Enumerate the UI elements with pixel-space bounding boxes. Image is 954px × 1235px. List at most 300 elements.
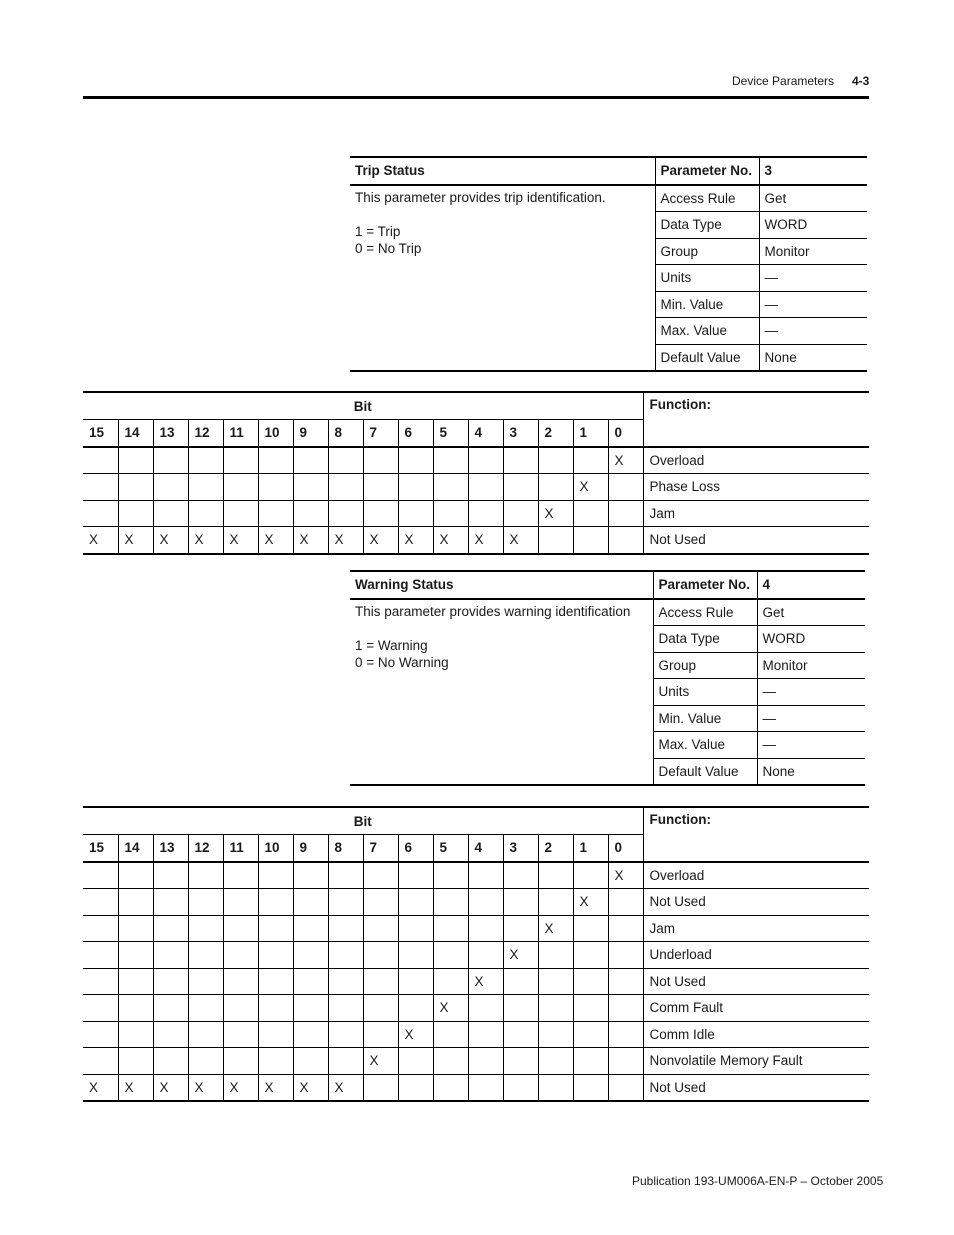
bit-mark-cell: X: [608, 862, 643, 889]
bit-mark-cell: [433, 500, 468, 527]
trip-status-bit-table: [83, 391, 869, 555]
bit-mark-cell: X: [538, 915, 573, 942]
bit-mark-cell: [503, 968, 538, 995]
description-text: This parameter provides warning identification: [355, 603, 631, 619]
bit-mark-cell: [503, 1074, 538, 1101]
bit-number-4: 4: [468, 835, 503, 862]
bit-mark-cell: [573, 942, 608, 969]
function-name: Not Used: [643, 889, 869, 916]
bit-mark-cell: X: [538, 500, 573, 527]
property-name: Data Type: [653, 626, 757, 653]
bit-mark-cell: [328, 968, 363, 995]
property-row: [350, 599, 865, 626]
bit-number-11: 11: [223, 835, 258, 862]
bit-mark-cell: X: [223, 1074, 258, 1101]
parameter-description: [350, 599, 653, 786]
bit-mark-cell: [608, 1021, 643, 1048]
bit-mark-cell: [468, 1074, 503, 1101]
bit-mark-cell: [433, 889, 468, 916]
bit-mark-cell: [188, 862, 223, 889]
bit-mark-cell: X: [118, 527, 153, 554]
bit-row: [83, 889, 869, 916]
bit-mark-cell: [223, 942, 258, 969]
bit-number-4: 4: [468, 420, 503, 447]
property-value: Monitor: [757, 652, 865, 679]
bit-mark-cell: X: [328, 1074, 363, 1101]
bit-mark-cell: [433, 1021, 468, 1048]
property-value: Get: [759, 185, 867, 212]
property-value: None: [759, 344, 867, 371]
bit-mark-cell: [363, 889, 398, 916]
bit-mark-cell: [538, 527, 573, 554]
bit-mark-cell: [538, 889, 573, 916]
bit-mark-cell: [188, 500, 223, 527]
header-rule: [83, 96, 869, 99]
bit-mark-cell: X: [363, 527, 398, 554]
bit-mark-cell: [503, 889, 538, 916]
bit-mark-cell: [223, 995, 258, 1022]
property-value: Monitor: [759, 238, 867, 265]
bit-mark-cell: [223, 1021, 258, 1048]
bit-mark-cell: [223, 968, 258, 995]
parameter-title: Warning Status: [350, 571, 653, 599]
bit-mark-cell: [83, 1021, 118, 1048]
bit-mark-cell: X: [433, 527, 468, 554]
bit-mark-cell: [608, 995, 643, 1022]
bit-mark-cell: [398, 862, 433, 889]
description-spacer: [355, 620, 648, 637]
bit-mark-cell: X: [118, 1074, 153, 1101]
bit-mark-cell: [503, 1048, 538, 1075]
parameter-number-value: 3: [759, 157, 867, 185]
bit-mark-cell: [468, 915, 503, 942]
bit-mark-cell: [363, 1021, 398, 1048]
property-value: —: [757, 679, 865, 706]
function-name: Not Used: [643, 968, 869, 995]
parameter-number-label: Parameter No.: [655, 157, 759, 185]
bit-mark-cell: [468, 1021, 503, 1048]
bit-mark-cell: [83, 942, 118, 969]
bit-mark-cell: [538, 474, 573, 501]
bit-mark-cell: [118, 942, 153, 969]
bit-mark-cell: X: [153, 1074, 188, 1101]
bit-mark-cell: X: [83, 527, 118, 554]
bit-number-14: 14: [118, 835, 153, 862]
bit-mark-cell: [433, 447, 468, 474]
bit-mark-cell: [153, 968, 188, 995]
bit-number-2: 2: [538, 835, 573, 862]
bit-number-1: 1: [573, 835, 608, 862]
bit-mark-cell: [223, 862, 258, 889]
bit-mark-cell: [118, 500, 153, 527]
bit-mark-cell: [328, 500, 363, 527]
bit-mark-cell: [328, 942, 363, 969]
bit-number-10: 10: [258, 420, 293, 447]
bit-mark-cell: [398, 942, 433, 969]
bit-mark-cell: [398, 915, 433, 942]
bit-mark-cell: [153, 500, 188, 527]
bit-mark-cell: [188, 915, 223, 942]
bit-number-8: 8: [328, 420, 363, 447]
bit-mark-cell: [363, 995, 398, 1022]
bit-mark-cell: X: [503, 942, 538, 969]
property-row: [350, 185, 867, 212]
legend-zero: 0 = No Warning: [355, 654, 449, 670]
bit-number-7: 7: [363, 420, 398, 447]
bit-mark-cell: [398, 1048, 433, 1075]
legend-one: 1 = Trip: [355, 223, 401, 239]
bit-number-2: 2: [538, 420, 573, 447]
bit-mark-cell: X: [398, 1021, 433, 1048]
property-name: Min. Value: [653, 705, 757, 732]
bit-mark-cell: [328, 889, 363, 916]
bit-mark-cell: [573, 447, 608, 474]
bit-mark-cell: [328, 995, 363, 1022]
bit-mark-cell: [538, 995, 573, 1022]
bit-heading: Bit: [83, 807, 643, 835]
parameter-title: Trip Status: [350, 157, 655, 185]
bit-mark-cell: [468, 942, 503, 969]
property-name: Access Rule: [655, 185, 759, 212]
bit-mark-cell: [328, 862, 363, 889]
bit-mark-cell: [293, 1048, 328, 1075]
bit-mark-cell: [608, 942, 643, 969]
function-heading: Function:: [643, 807, 869, 862]
bit-mark-cell: X: [328, 527, 363, 554]
bit-mark-cell: [83, 474, 118, 501]
bit-mark-cell: [398, 474, 433, 501]
property-value: —: [757, 705, 865, 732]
bit-number-11: 11: [223, 420, 258, 447]
bit-mark-cell: [608, 1048, 643, 1075]
page-number: 4-3: [852, 74, 870, 88]
bit-header-row: [83, 807, 869, 835]
bit-mark-cell: [293, 474, 328, 501]
bit-number-8: 8: [328, 835, 363, 862]
bit-mark-cell: [433, 915, 468, 942]
bit-mark-cell: X: [258, 527, 293, 554]
bit-mark-cell: [538, 1048, 573, 1075]
function-name: Not Used: [643, 1074, 869, 1101]
bit-mark-cell: [538, 447, 573, 474]
function-name: Jam: [643, 915, 869, 942]
bit-number-13: 13: [153, 835, 188, 862]
bit-number-6: 6: [398, 835, 433, 862]
bit-number-12: 12: [188, 835, 223, 862]
bit-mark-cell: [258, 1048, 293, 1075]
bit-number-1: 1: [573, 420, 608, 447]
bit-mark-cell: [293, 942, 328, 969]
bit-mark-cell: X: [293, 527, 328, 554]
bit-mark-cell: [293, 915, 328, 942]
bit-mark-cell: X: [573, 474, 608, 501]
bit-mark-cell: [363, 862, 398, 889]
bit-mark-cell: [538, 1074, 573, 1101]
bit-mark-cell: [503, 915, 538, 942]
bit-row: [83, 942, 869, 969]
bit-mark-cell: [118, 474, 153, 501]
bit-mark-cell: [153, 995, 188, 1022]
bit-number-5: 5: [433, 835, 468, 862]
bit-mark-cell: [223, 915, 258, 942]
bit-mark-cell: X: [83, 1074, 118, 1101]
function-heading: Function:: [643, 392, 869, 447]
bit-mark-cell: [608, 968, 643, 995]
bit-mark-cell: [223, 889, 258, 916]
bit-mark-cell: [538, 1021, 573, 1048]
bit-mark-cell: [503, 862, 538, 889]
bit-mark-cell: [258, 915, 293, 942]
legend-one: 1 = Warning: [355, 637, 428, 653]
parameter-number-value: 4: [757, 571, 865, 599]
bit-row: [83, 527, 869, 554]
bit-mark-cell: [398, 1074, 433, 1101]
bit-mark-cell: [118, 915, 153, 942]
bit-mark-cell: [608, 527, 643, 554]
bit-mark-cell: [188, 995, 223, 1022]
bit-mark-cell: [503, 474, 538, 501]
bit-mark-cell: [573, 1074, 608, 1101]
property-name: Min. Value: [655, 291, 759, 318]
bit-mark-cell: [398, 995, 433, 1022]
trip-status-parameter-table: [350, 156, 867, 372]
description-spacer: [355, 206, 650, 223]
bit-mark-cell: [153, 1021, 188, 1048]
function-name: Nonvolatile Memory Fault: [643, 1048, 869, 1075]
bit-mark-cell: [538, 942, 573, 969]
bit-mark-cell: [573, 527, 608, 554]
bit-mark-cell: [83, 915, 118, 942]
bit-mark-cell: [83, 968, 118, 995]
function-name: Overload: [643, 862, 869, 889]
bit-mark-cell: [433, 968, 468, 995]
function-name: Phase Loss: [643, 474, 869, 501]
function-name: Jam: [643, 500, 869, 527]
property-name: Units: [655, 265, 759, 292]
bit-mark-cell: [573, 500, 608, 527]
bit-row: [83, 474, 869, 501]
property-value: None: [757, 758, 865, 785]
property-value: WORD: [757, 626, 865, 653]
property-name: Data Type: [655, 212, 759, 239]
bit-mark-cell: [258, 447, 293, 474]
bit-mark-cell: [118, 862, 153, 889]
bit-mark-cell: [433, 474, 468, 501]
property-name: Units: [653, 679, 757, 706]
bit-mark-cell: [293, 447, 328, 474]
bit-mark-cell: [398, 500, 433, 527]
property-value: —: [759, 265, 867, 292]
bit-mark-cell: [433, 942, 468, 969]
bit-mark-cell: [468, 1048, 503, 1075]
bit-mark-cell: [398, 968, 433, 995]
bit-mark-cell: [503, 995, 538, 1022]
parameter-description: [350, 185, 655, 372]
bit-mark-cell: [468, 862, 503, 889]
bit-row: [83, 447, 869, 474]
bit-row: [83, 1021, 869, 1048]
bit-mark-cell: [83, 447, 118, 474]
parameter-number-label: Parameter No.: [653, 571, 757, 599]
bit-mark-cell: [433, 1048, 468, 1075]
bit-mark-cell: [223, 1048, 258, 1075]
bit-mark-cell: [398, 447, 433, 474]
bit-number-15: 15: [83, 420, 118, 447]
bit-mark-cell: [608, 1074, 643, 1101]
bit-mark-cell: [608, 889, 643, 916]
bit-mark-cell: [503, 447, 538, 474]
bit-mark-cell: [153, 942, 188, 969]
bit-mark-cell: [573, 862, 608, 889]
bit-mark-cell: [153, 889, 188, 916]
bit-row: [83, 862, 869, 889]
bit-mark-cell: [293, 968, 328, 995]
bit-mark-cell: [188, 447, 223, 474]
bit-mark-cell: X: [188, 1074, 223, 1101]
property-name: Group: [655, 238, 759, 265]
function-name: Underload: [643, 942, 869, 969]
bit-mark-cell: [118, 1048, 153, 1075]
bit-mark-cell: [83, 500, 118, 527]
legend-zero: 0 = No Trip: [355, 240, 422, 256]
bit-mark-cell: [363, 968, 398, 995]
bit-row: [83, 995, 869, 1022]
function-name: Overload: [643, 447, 869, 474]
bit-mark-cell: [258, 942, 293, 969]
bit-row: [83, 915, 869, 942]
bit-header-row: [83, 392, 869, 420]
bit-mark-cell: [608, 915, 643, 942]
bit-number-9: 9: [293, 835, 328, 862]
bit-number-7: 7: [363, 835, 398, 862]
property-value: —: [759, 318, 867, 345]
bit-mark-cell: X: [153, 527, 188, 554]
bit-row: [83, 1048, 869, 1075]
property-value: —: [757, 732, 865, 759]
bit-mark-cell: X: [398, 527, 433, 554]
bit-mark-cell: [468, 995, 503, 1022]
bit-mark-cell: [118, 1021, 153, 1048]
bit-mark-cell: [258, 1021, 293, 1048]
bit-number-0: 0: [608, 835, 643, 862]
property-name: Default Value: [653, 758, 757, 785]
bit-mark-cell: [363, 915, 398, 942]
bit-mark-cell: [118, 889, 153, 916]
bit-mark-cell: [363, 447, 398, 474]
function-name: Comm Idle: [643, 1021, 869, 1048]
property-name: Group: [653, 652, 757, 679]
bit-mark-cell: [188, 1021, 223, 1048]
bit-mark-cell: [188, 1048, 223, 1075]
bit-number-3: 3: [503, 420, 538, 447]
bit-mark-cell: X: [503, 527, 538, 554]
bit-mark-cell: [433, 862, 468, 889]
bit-mark-cell: X: [433, 995, 468, 1022]
bit-mark-cell: [223, 447, 258, 474]
bit-mark-cell: X: [258, 1074, 293, 1101]
bit-mark-cell: [503, 1021, 538, 1048]
bit-mark-cell: [153, 447, 188, 474]
bit-mark-cell: [153, 474, 188, 501]
bit-mark-cell: [503, 500, 538, 527]
bit-number-3: 3: [503, 835, 538, 862]
bit-mark-cell: [153, 915, 188, 942]
bit-mark-cell: [538, 968, 573, 995]
bit-number-12: 12: [188, 420, 223, 447]
bit-mark-cell: [363, 942, 398, 969]
bit-mark-cell: X: [608, 447, 643, 474]
bit-mark-cell: [258, 968, 293, 995]
bit-mark-cell: [468, 500, 503, 527]
property-name: Max. Value: [653, 732, 757, 759]
warning-status-parameter-table: [350, 570, 865, 786]
bit-number-6: 6: [398, 420, 433, 447]
bit-mark-cell: [188, 889, 223, 916]
bit-mark-cell: [293, 889, 328, 916]
description-text: This parameter provides trip identification.: [355, 189, 606, 205]
bit-mark-cell: X: [468, 527, 503, 554]
bit-mark-cell: [468, 474, 503, 501]
bit-heading: Bit: [83, 392, 643, 420]
property-name: Default Value: [655, 344, 759, 371]
bit-mark-cell: X: [293, 1074, 328, 1101]
bit-mark-cell: [328, 1048, 363, 1075]
bit-mark-cell: X: [363, 1048, 398, 1075]
bit-mark-cell: [83, 862, 118, 889]
bit-mark-cell: [328, 447, 363, 474]
bit-mark-cell: [468, 889, 503, 916]
bit-number-13: 13: [153, 420, 188, 447]
bit-mark-cell: [608, 500, 643, 527]
bit-number-0: 0: [608, 420, 643, 447]
bit-mark-cell: [83, 1048, 118, 1075]
bit-mark-cell: [573, 995, 608, 1022]
bit-mark-cell: [293, 500, 328, 527]
bit-mark-cell: [608, 474, 643, 501]
property-name: Access Rule: [653, 599, 757, 626]
bit-mark-cell: [293, 862, 328, 889]
bit-number-9: 9: [293, 420, 328, 447]
bit-mark-cell: [83, 995, 118, 1022]
bit-mark-cell: [573, 968, 608, 995]
bit-mark-cell: [188, 474, 223, 501]
bit-number-10: 10: [258, 835, 293, 862]
bit-mark-cell: [258, 474, 293, 501]
function-name: Not Used: [643, 527, 869, 554]
bit-mark-cell: [258, 889, 293, 916]
bit-number-14: 14: [118, 420, 153, 447]
bit-mark-cell: [118, 447, 153, 474]
bit-mark-cell: [573, 1048, 608, 1075]
bit-mark-cell: [573, 1021, 608, 1048]
publication-footer: Publication 193-UM006A-EN-P – October 2005: [632, 1174, 884, 1188]
bit-row: [83, 968, 869, 995]
bit-row: [83, 500, 869, 527]
bit-mark-cell: X: [223, 527, 258, 554]
bit-mark-cell: [363, 1074, 398, 1101]
bit-row: [83, 1074, 869, 1101]
bit-mark-cell: [188, 968, 223, 995]
property-value: Get: [757, 599, 865, 626]
warning-status-bit-table: [83, 806, 869, 1102]
bit-number-15: 15: [83, 835, 118, 862]
bit-mark-cell: X: [573, 889, 608, 916]
property-name: Max. Value: [655, 318, 759, 345]
bit-mark-cell: [83, 889, 118, 916]
bit-mark-cell: [328, 915, 363, 942]
property-value: —: [759, 291, 867, 318]
bit-mark-cell: [223, 474, 258, 501]
